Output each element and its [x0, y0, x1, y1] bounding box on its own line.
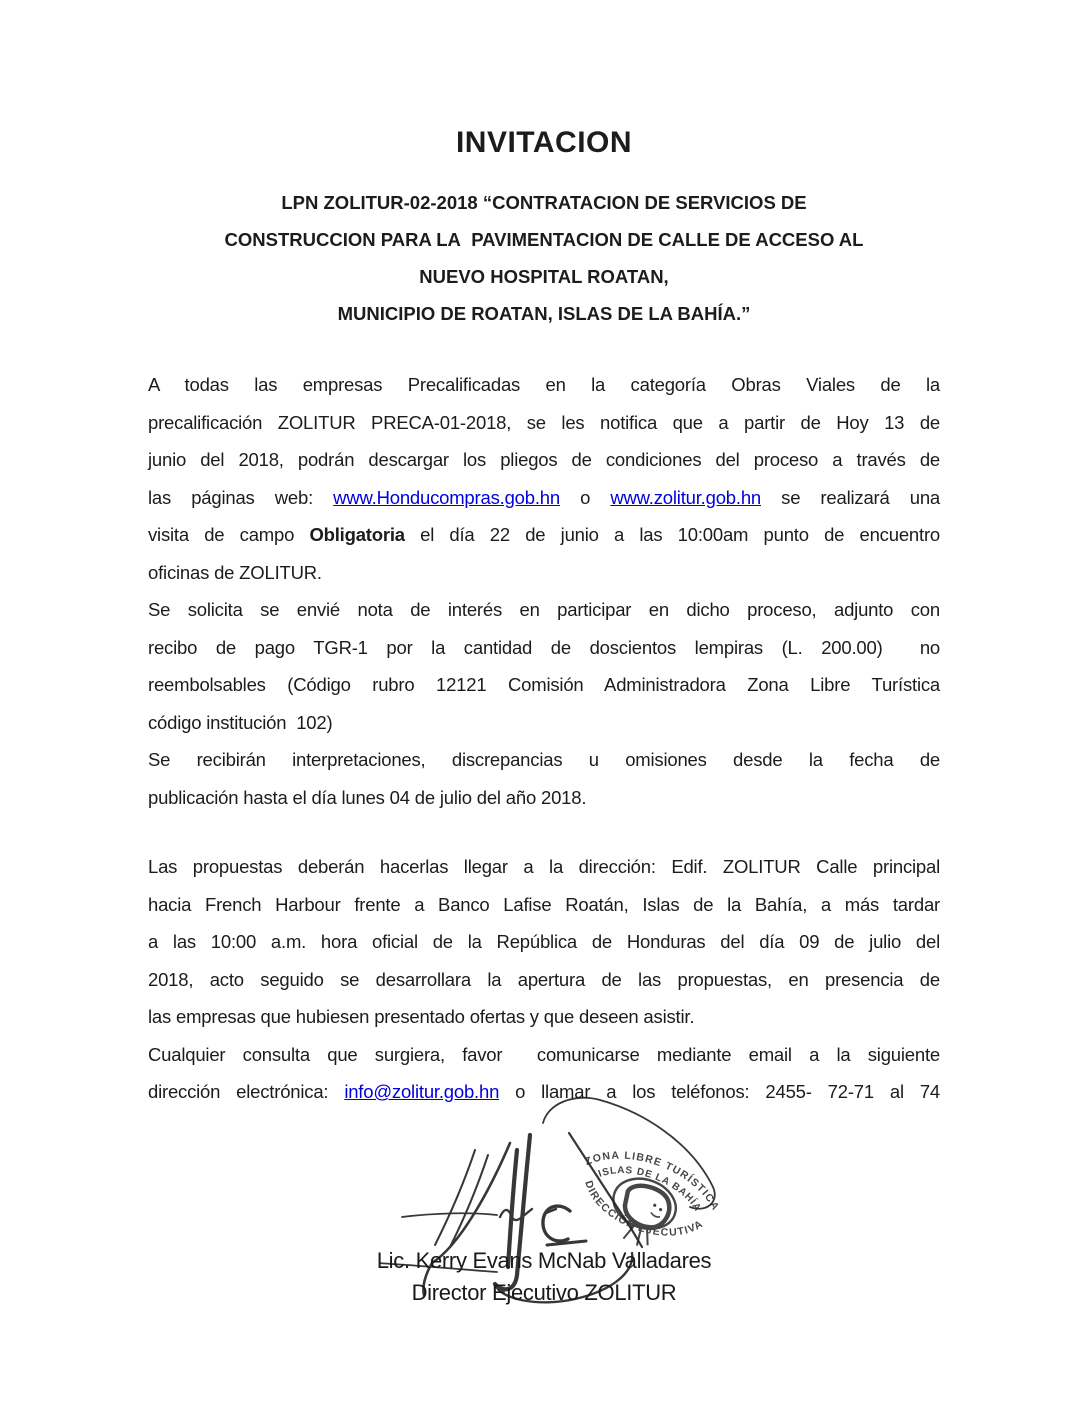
text-run: a las 10:00 a.m. hora oficial de la República de Honduras del día 09 de julio del	[148, 931, 940, 952]
body-line	[148, 629, 940, 667]
bold-text: Obligatoria	[309, 524, 405, 545]
text-run: visita de campo	[148, 524, 310, 545]
text-run: precalificación ZOLITUR PRECA-01-2018, se les notifica que a partir de Hoy 13 de	[148, 411, 940, 433]
body-line	[148, 479, 940, 517]
text-run: 2018, acto seguido se desarrollara la apertura de las propuestas, en presencia de	[148, 968, 940, 990]
signatory-title: Director Ejecutivo ZOLITUR	[411, 1280, 677, 1305]
body-line	[148, 366, 940, 404]
paragraph	[148, 366, 940, 591]
hyperlink[interactable]: info@zolitur.gob.hn	[344, 1081, 500, 1102]
text-run: las páginas web:	[148, 486, 334, 508]
body-line	[148, 961, 940, 999]
paragraph	[148, 741, 940, 816]
text-run: recibo de pago TGR-1 por la cantidad de doscientos lempiras (L. 200.00) no	[148, 636, 940, 658]
body-line	[148, 886, 940, 924]
body-line	[148, 516, 940, 554]
text-run: hacia French Harbour frente a Banco Lafise Roatán, Islas de la Bahía, a más tardar	[148, 893, 940, 915]
text-run: reembolsables (Código rubro 12121 Comisión Administradora Zona Libre Turística	[148, 674, 940, 695]
stamp-text-top1: ZONA LIBRE TURÍSTICA	[583, 1149, 722, 1213]
text-run: se realizará una	[761, 486, 940, 508]
text-run: Se recibirán interpretaciones, discrepancias u omisiones desde la fecha de	[148, 749, 940, 770]
stamp-text-top2: ISLAS DE LA BAHÍA	[596, 1165, 704, 1214]
body-line	[148, 741, 940, 779]
text-run: Se solicita se envié nota de interés en participar en dicho proceso, adjunto con	[148, 599, 940, 620]
body-line	[148, 923, 940, 961]
body	[148, 366, 940, 1111]
signatory-name: Lic. Kerry Evans McNab Valladares	[376, 1248, 712, 1273]
hyperlink[interactable]: www.zolitur.gob.hn	[610, 486, 761, 508]
body-line	[148, 554, 940, 592]
body-line	[148, 441, 940, 479]
text-run: A todas las empresas Precalificadas en la categoría Obras Viales de la	[148, 374, 940, 395]
body-line	[148, 404, 940, 442]
body-line	[148, 1036, 940, 1074]
text-run: o llamar a los teléfonos: 2455- 72-71 al 74	[499, 1081, 940, 1102]
text-run: las empresas que hubiesen presentado ofertas y que deseen asistir.	[148, 1006, 695, 1027]
text-run: Cualquier consulta que surgiera, favor comunicarse mediante email a la siguiente	[148, 1043, 940, 1065]
text-run: el día 22 de junio a las 10:00am punto de encuentro	[404, 524, 940, 545]
body-line	[148, 998, 940, 1036]
body-line	[148, 848, 940, 886]
text-run: código institución 102)	[148, 711, 333, 733]
body-line	[148, 591, 940, 629]
subtitle-line: MUNICIPIO DE ROATAN, ISLAS DE LA BAHÍA.”	[337, 303, 751, 324]
text-run: dirección electrónica:	[148, 1081, 345, 1102]
text-run: junio del 2018, podrán descargar los pliegos de condiciones del proceso a través de	[148, 449, 940, 470]
subtitle-line: LPN ZOLITUR-02-2018 “CONTRATACION DE SERVICIOS DE	[281, 192, 807, 213]
text-run: Las propuestas deberán hacerlas llegar a la dirección: Edif. ZOLITUR Calle principal	[148, 856, 940, 877]
subtitle-line: CONSTRUCCION PARA LA PAVIMENTACION DE CALLE DE ACCESO AL	[224, 229, 864, 250]
document-subtitle	[148, 184, 940, 332]
text-run: o	[559, 486, 611, 508]
page-title: INVITACION	[455, 126, 633, 159]
subtitle-line: NUEVO HOSPITAL ROATAN,	[419, 266, 669, 287]
document-content	[148, 0, 940, 1111]
stamp-text-bottom: DIRECCIÓN EJECUTIVA	[582, 1179, 706, 1239]
body-line	[148, 779, 940, 817]
paragraph	[148, 591, 940, 741]
text-run: oficinas de ZOLITUR.	[148, 561, 322, 583]
paragraph	[148, 848, 940, 1036]
body-line	[148, 666, 940, 704]
hyperlink[interactable]: www.Honducompras.gob.hn	[333, 486, 560, 508]
body-line	[148, 704, 940, 742]
text-run: publicación hasta el día lunes 04 de julio del año 2018.	[148, 786, 587, 808]
